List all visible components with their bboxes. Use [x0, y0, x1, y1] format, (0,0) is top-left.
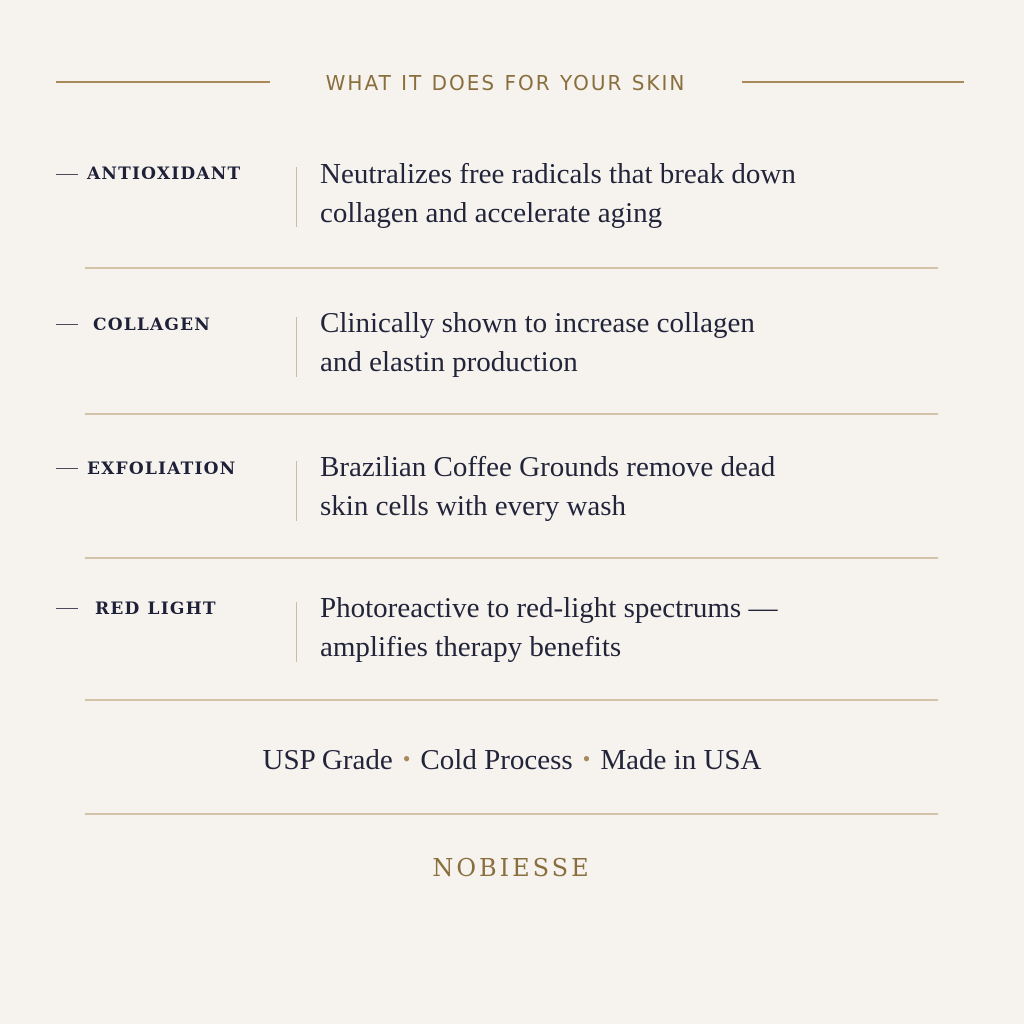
benefit-label: ANTIOXIDANT: [87, 164, 242, 184]
benefit-description: [320, 589, 920, 667]
section-divider: [85, 413, 938, 415]
bullet-separator: •: [402, 746, 411, 771]
tagline-item: Made in USA: [600, 744, 762, 776]
tagline-item: Cold Process: [420, 744, 573, 776]
vertical-divider: [296, 602, 297, 662]
vertical-divider: [296, 167, 297, 227]
quality-tagline: [0, 742, 1024, 780]
benefit-label: EXFOLIATION: [87, 459, 237, 479]
section-title: WHAT IT DOES FOR YOUR SKIN: [325, 71, 687, 95]
vertical-divider: [296, 461, 297, 521]
description-line: Photoreactive to red-light spectrums —: [320, 592, 778, 624]
section-divider: [85, 267, 938, 269]
header-rule-right: [742, 81, 964, 83]
label-dash: [56, 468, 78, 469]
benefit-label: RED LIGHT: [95, 599, 217, 619]
tagline-item: USP Grade: [262, 744, 393, 776]
section-divider: [85, 557, 938, 559]
benefit-description: [320, 304, 920, 382]
label-dash: [56, 608, 78, 609]
label-dash: [56, 174, 78, 175]
section-divider: [85, 699, 938, 701]
label-dash: [56, 324, 78, 325]
benefit-description: [320, 448, 920, 526]
section-divider: [85, 813, 938, 815]
brand-wordmark: NOBIESSE: [432, 854, 592, 882]
description-line: skin cells with every wash: [320, 490, 627, 522]
header-rule-left: [56, 81, 270, 83]
description-line: Neutralizes free radicals that break down: [320, 158, 796, 190]
bullet-separator: •: [582, 746, 591, 771]
description-line: amplifies therapy benefits: [320, 631, 622, 663]
benefit-description: [320, 155, 920, 233]
vertical-divider: [296, 317, 297, 377]
description-line: and elastin production: [320, 346, 578, 378]
description-line: Brazilian Coffee Grounds remove dead: [320, 451, 776, 483]
benefit-label: COLLAGEN: [93, 315, 212, 335]
description-line: Clinically shown to increase collagen: [320, 307, 755, 339]
description-line: collagen and accelerate aging: [320, 197, 663, 229]
